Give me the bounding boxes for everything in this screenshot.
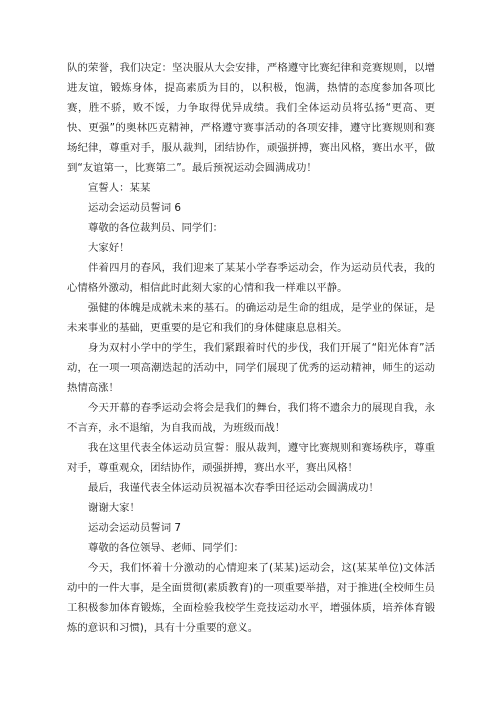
paragraph-wishes: 最后，我谨代表全体运动员祝福本次春季田径运动会圆满成功！ [88, 482, 379, 494]
paragraph-stage: 今天开幕的春季运动会将会是我们的舞台，我们将不遗余力的展现自我，永不言弃，永不退缩，为自我而战，为班级而战！ [67, 402, 435, 434]
closing-thanks: 谢谢大家！ [88, 502, 140, 514]
document-body [67, 58, 435, 638]
paragraph-opening-7: 今天，我们怀着十分激动的心情迎来了(某某)运动会，这(某某单位)文体活动中的一件大事，是全面贯彻(素质教育)的一项重要举措，对于推进(全校师生员工积极参加体育锻炼，全面检验我校学生竞技运动水平，增强体质，培养体育锻炼的意识和习惯)，具有十分重要的意义。 [67, 562, 435, 634]
paragraph-health: 强健的体魄是成就未来的基石。的确运动是生命的组成，是学业的保证，是未来事业的基础，更重要的是它和我们的身体健康息息相关。 [67, 302, 435, 334]
section-heading-6: 运动会运动员誓词 6 [88, 202, 182, 214]
section-heading-7: 运动会运动员誓词 7 [88, 522, 182, 534]
paragraph-spring-meet: 伴着四月的春风，我们迎来了某某小学春季运动会，作为运动员代表，我的心情格外激动，相信此时此刻大家的心情和我一样难以平静。 [67, 262, 435, 294]
salutation-6: 尊敬的各位裁判员、同学们： [88, 222, 224, 234]
pledger-line: 宣誓人：某某 [88, 182, 151, 194]
salutation-7: 尊敬的各位领导、老师、同学们： [88, 542, 244, 554]
paragraph-oath: 我在这里代表全体运动员宣誓：服从裁判，遵守比赛规则和赛场秩序，尊重对手，尊重观众，团结协作，顽强拼搏，赛出水平，赛出风格！ [67, 442, 435, 474]
paragraph-sunshine-sports: 身为双村小学中的学生，我们紧跟着时代的步伐，我们开展了“阳光体育”活动，在一项一项高潮迭起的活动中，同学们展现了优秀的运动精神，师生的运动热情高涨！ [67, 342, 435, 394]
greeting-6: 大家好！ [88, 242, 130, 254]
paragraph-continued-pledge: 队的荣誉，我们决定：坚决服从大会安排，严格遵守比赛纪律和竞赛规则，以增进友谊，锻炼身体，提高素质为目的，以积极，饱满，热情的态度参加各项比赛，胜不骄，败不馁，力争取得优异成绩。我们全体运动员将弘扬“更高、更快、更强”的奥林匹克精神，严格遵守赛事活动的各项安排，遵守比赛规则和赛场纪律，尊重对手，服从裁判，团结协作，顽强拼搏，赛出风格，赛出水平，做到“友谊第一，比赛第二”。最后预祝运动会圆满成功！ [67, 62, 435, 174]
